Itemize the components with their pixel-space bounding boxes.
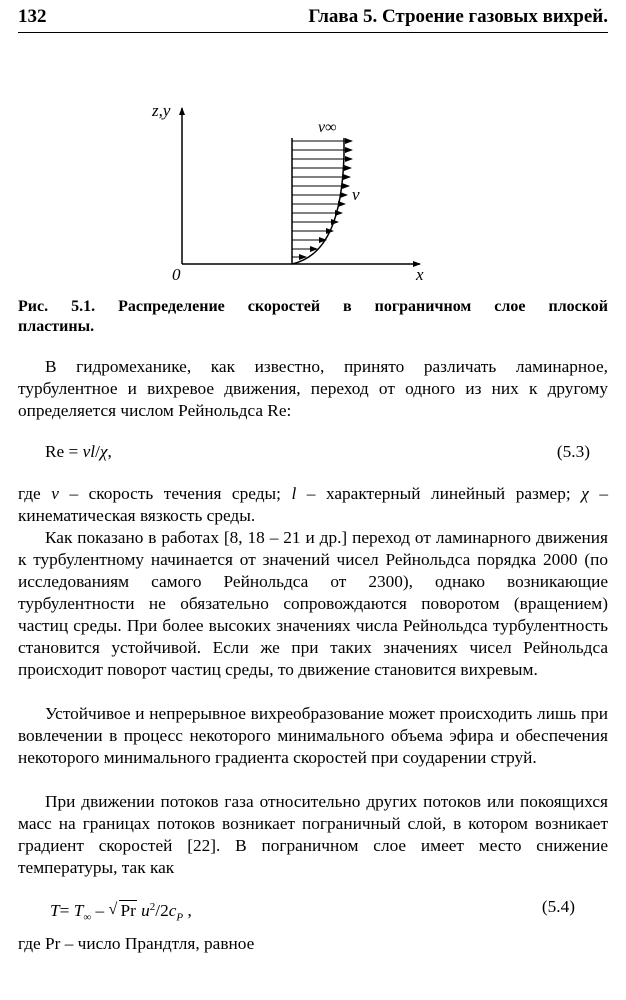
equation-5-4	[18, 895, 608, 924]
label-v-infinity: v∞	[318, 119, 337, 136]
paragraph-1: В гидромеханике, как известно, принято различать ламинарное, турбулентное и вихревое движения, переход от одного из них к другому определяется числом Рейнольдса Re:	[18, 357, 608, 420]
equation-5-3	[18, 440, 608, 464]
profile-curve	[292, 138, 344, 264]
figure-velocity-profile	[130, 96, 450, 286]
velocity-arrows	[292, 141, 352, 257]
paragraph-3: Как показано в работах [8, 18 – 21 и др.] переход от ламинарного движения к турбулентному начинается от значений чисел Рейнольдса порядка 2000 (по исследованиям самого Рейнольдса от 2300), однако возникающие турбулентности не обязательно сопровождаются поворотом (вращением) частиц среды. При более высоких значениях числа Рейнольдса турбулентность становится устойчивой. Если же при таких значениях чисел Рейнольдса происходит поворот частиц среды, то движение становится вихревым.	[18, 528, 608, 679]
label-x: x	[416, 265, 424, 284]
label-zy: z,y	[152, 101, 171, 120]
equation-expression: $T= T_\infty$ – √ Pr $u^2/2c_P$ ,	[50, 901, 192, 924]
equation-expression: Re = vl/χ,	[45, 442, 112, 461]
paragraph-6: где Pr – число Прандтля, равное	[18, 934, 255, 953]
chapter-title: Глава 5. Строение газовых вихрей.	[308, 6, 608, 27]
figure-caption-line2: пластины.	[18, 318, 95, 335]
paragraph-5: При движении потоков газа относительно других потоков или покоящихся масс на границах потоков возникает пограничный слой, в котором возникает градиент скоростей [22]. В пограничном слое имеет место снижение температуры, так как	[18, 792, 608, 877]
figure-caption-line1: Рис. 5.1. Распределение скоростей в пограничном слое плоской	[18, 298, 608, 315]
equation-number: (5.3)	[556, 442, 590, 461]
label-v: v	[352, 185, 360, 204]
page-header	[18, 6, 608, 33]
velocity-profile-diagram	[130, 96, 450, 286]
paragraph-4: Устойчивое и непрерывное вихреобразование может происходить лишь при вовлечении в процесс некоторого минимального объема эфира и обеспечения некоторого минимального градиента скоростей при соударении струй.	[18, 704, 608, 767]
equation-number: (5.4)	[541, 897, 575, 916]
paragraph-2: где v – скорость течения среды; l – характерный линейный размер; χ – кинематическая вязкость среды.	[18, 484, 608, 525]
page-number: 132	[18, 6, 47, 27]
label-origin: 0	[172, 265, 181, 284]
